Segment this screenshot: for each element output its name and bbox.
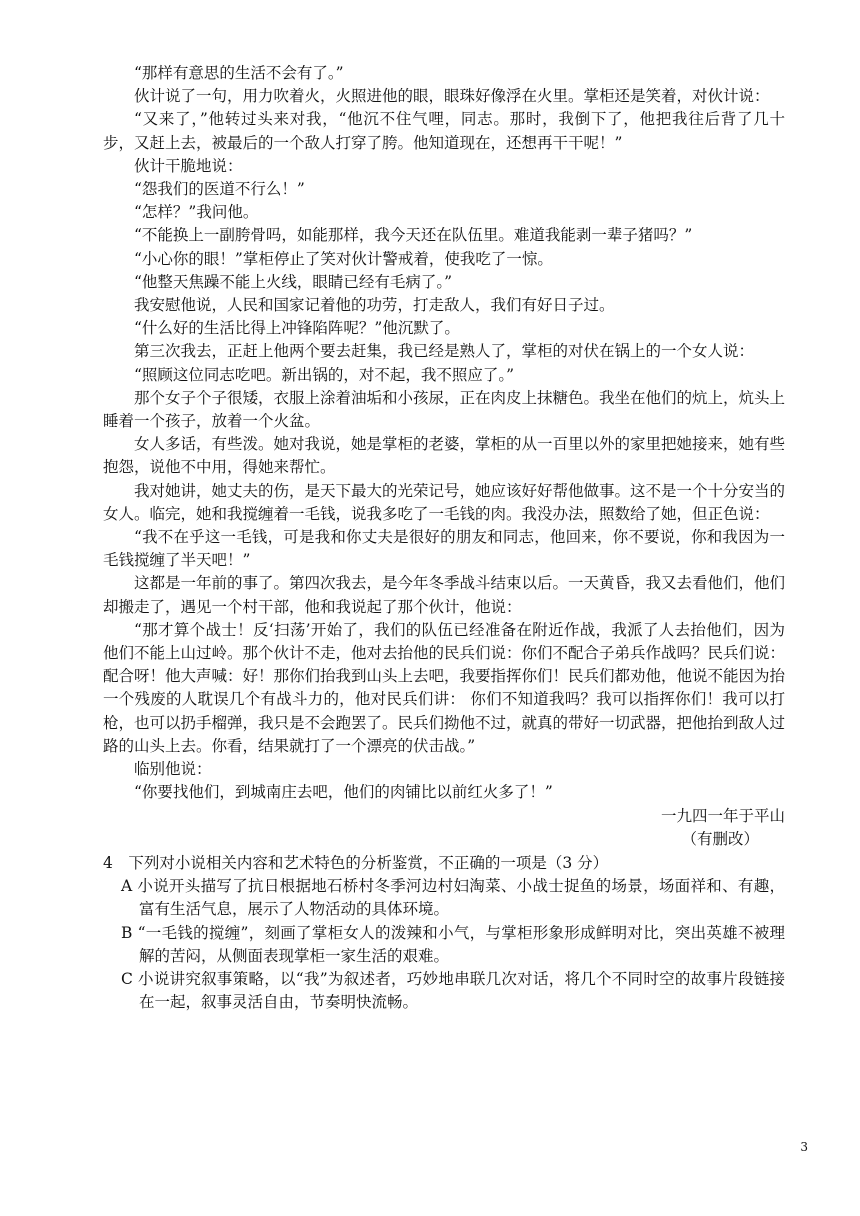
paragraph: “他整天焦躁不能上火线，眼睛已经有毛病了。” xyxy=(134,272,453,291)
paragraph: 临别他说： xyxy=(134,760,212,779)
paragraph: 伙计说了一句，用力吹着火，火照进他的眼，眼珠好像浮在火里。掌柜还是笑着，对伙计说： xyxy=(134,87,770,106)
question-stem: 4 下列对小说相关内容和艺术特色的分析鉴赏，不正确的一项是（3 分） xyxy=(103,853,609,872)
paragraph: “照顾这位同志吃吧。新出锅的，对不起，我不照应了。” xyxy=(134,365,515,384)
paragraph: “你要找他们，到城南庄去吧，他们的肉铺比以前红火多了！” xyxy=(134,783,553,802)
page-number: 3 xyxy=(800,1140,808,1154)
signature-note: （有删改） xyxy=(681,829,759,848)
paragraph: “怨我们的医道不行么！” xyxy=(134,180,305,199)
paragraph: “怎样？”我问他。 xyxy=(134,203,259,222)
paragraph: “什么好的生活比得上冲锋陷阵呢？”他沉默了。 xyxy=(134,319,460,338)
document-body xyxy=(103,62,785,1014)
paragraph: “小心你的眼！”掌柜停止了笑对伙计警戒着，使我吃了一惊。 xyxy=(134,249,553,268)
paragraph: “不能换上一副胯骨吗，如能那样，我今天还在队伍里。难道我能剥一辈子猪吗？” xyxy=(134,226,693,245)
option-a: A 小说开头描写了抗日根据地石桥村冬季河边村妇淘菜、小战士捉鱼的场景，场面祥和、有趣，富有生活气息，展示了人物活动的具体环境。 xyxy=(121,877,785,919)
paragraph: 我对她讲，她丈夫的伤，是天下最大的光荣记号，她应该好好帮他做事。这不是一个十分安当的女人。临完，她和我搅缠着一毛钱，说我多吃了一毛钱的肉。我没办法，照数给了她，但正色说： xyxy=(103,481,786,523)
paragraph: 第三次我去，正赶上他两个要去赶集，我已经是熟人了，掌柜的对伏在锅上的一个女人说： xyxy=(134,342,755,361)
paragraph: 这都是一年前的事了。第四次我去，是今年冬季战斗结束以后。一天黄昏，我又去看他们，他们却搬走了，遇见一个村干部，他和我说起了那个伙计，他说： xyxy=(103,574,786,616)
paragraph: 我安慰他说，人民和国家记着他的功劳，打走敌人，我们有好日子过。 xyxy=(134,296,615,315)
paragraph: “那样有意思的生活不会有了。” xyxy=(134,64,344,82)
paragraph: 女人多话，有些泼。她对我说，她是掌柜的老婆，掌柜的从一百里以外的家里把她接来，她有些抱怨，说他不中用，得她来帮忙。 xyxy=(103,435,786,477)
option-b: B “一毛钱的搅缠”，刻画了掌柜女人的泼辣和小气，与掌柜形象形成鲜明对比，突出英雄不被理解的苦闷，从侧面表现掌柜一家生活的艰难。 xyxy=(121,923,785,965)
paragraph: 伙计干脆地说： xyxy=(134,156,243,175)
paragraph: “又来了，”他转过头来对我，“他沉不住气哩，同志。那时，我倒下了，他把我往后背了几十步，又赶上去，被最后的一个敌人打穿了胯。他知道现在，还想再干干呢！” xyxy=(103,110,785,152)
paragraph: “我不在乎这一毛钱，可是我和你丈夫是很好的朋友和同志，他回来，你不要说，你和我因为一毛钱搅缠了半天吧！” xyxy=(103,528,785,570)
signature-date: 一九四一年于平山 xyxy=(660,806,785,825)
paragraph: 那个女子个子很矮，衣服上涂着油垢和小孩尿，正在肉皮上抹糖色。我坐在他们的炕上，炕头上睡着一个孩子，放着一个火盆。 xyxy=(103,388,786,431)
option-c: C 小说讲究叙事策略，以“我”为叙述者，巧妙地串联几次对话，将几个不同时空的故事片段链接在一起，叙事灵活自由，节奏明快流畅。 xyxy=(121,969,785,1012)
paragraph: “那才算个战士！反‘扫荡’开始了，我们的队伍已经准备在附近作战，我派了人去抬他们，因为他们不能上山过岭。那个伙计不走，他对去抬他的民兵们说：你们不配合子弟兵作战吗？民兵们说：配合呀！他大声喊：好！那你们抬我到山头上去吧，我要指挥你们！民兵们都劝他，他说不能因为抬一个残废的人耽误几个有战斗力的，他对民兵们讲： 你们不知道我吗？我可以指挥你们！我可以打枪，也可以扔手榴弹，我只是不会跑罢了。民兵们拗他不过，就真的带好一切武器，把他抬到敌人过路的山头上去。你看，结果就打了一个漂亮的伏击战。” xyxy=(103,620,786,755)
